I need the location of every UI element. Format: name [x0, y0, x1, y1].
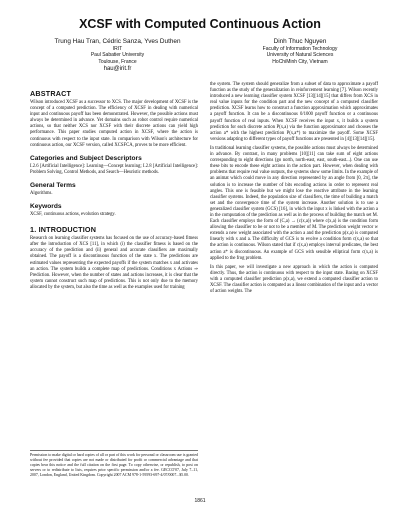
- body-paragraph: the system. The system should generalize from a subset of data to approximate a payoff function as the study of the generalization in reinforcement learning [7]. Wilson recently introduced a new learning classifier system XCSF [13][14][15] that differs from XCS in real value inputs for the condition part and the new concept of a computed classifier prediction. XCSF learns how to construct a function approximation which approximates a payoff function. It can be a discontinuous 0/1000 payoff function or a continuous payoff function of real inputs. When XCSF receives the input x, it builds a system prediction for each discrete action P(x,a) via the function approximator and chooses the action a* with the highest prediction P(x,a*) to maximize the payoff. Some XCSF versions adapting to different types of payoff functions are presented in [4][13][14][15].: [210, 82, 378, 142]
- introduction-text: Research on learning classifier systems has focused on the use of accuracy-based fitness after the introduction of XCS [11], in which (i) the classifier fitness is based on the accuracy of the prediction and (ii) general and accurate classifiers are maximally obtained. The payoff is a discontinuous function of the state x. The predictions are estimated values representing the expected payoffs if the system matches x and activates an action. The system builds a complete map of predictions. Conditions x Actions ⇒ Prediction. However, when the number of states and actions increases, it is clear that the system cannot construct such map of predictions. This is not only due to the memory allocated by the system, but also the time as well as the examples used for training: [30, 236, 198, 290]
- categories-text: I.2.6 [Artificial Intelligence]: Learning—Concept learning; I.2.8 [Artificial Intelligence]: Problem Solving, Control Methods, and Search—Heuristic methods.: [30, 163, 198, 175]
- copyright-footnote: [30, 450, 198, 478]
- page-number: 1861: [194, 498, 206, 504]
- author-block-left: [30, 38, 205, 72]
- author-names: Trung Hau Tran, Cédric Sanza, Yves Duthen: [54, 38, 181, 45]
- abstract-heading: ABSTRACT: [30, 89, 72, 98]
- location-line: HoChiMinh City, Vietnam: [272, 58, 328, 65]
- affiliation-line: University of Natural Sciences: [266, 52, 334, 59]
- categories-heading: Categories and Subject Descriptors: [30, 154, 142, 162]
- introduction-heading: 1. INTRODUCTION: [30, 225, 97, 235]
- abstract-text: Wilson introduced XCSF as a successor to XCS. The major development of XCSF is the concept of a computed prediction. The efficiency of XCSF in dealing with numerical input and continuous payoff has been demonstrated. However, the possible actions must always be determined in advance. Yet domains such as robot control require numerical actions, so that neither XCS nor XCSF with their discrete actions can yield high performance. This paper studies computed action in XCSF, where the action is continuous with respect to the input state. In comparison with Wilson's architecture for continuous action, our XCSF version, called XCSFCA, proves to be more efficient.: [30, 100, 198, 148]
- author-names: Dinh Thuc Nguyen: [273, 38, 327, 45]
- left-column: [30, 82, 198, 294]
- keywords-heading: Keywords: [30, 203, 62, 211]
- body-paragraph: In this paper, we will investigate a new approach in which the action is computed directly. Thus, the action is continuous with respect to the input state. Basing on XCSF with a computed classifier prediction p(x,a), we extend a computed classifier action to XCSF. The classifier action is computed as a linear combination of the input and a vector of action weights. The: [210, 264, 378, 295]
- author-block-right: [215, 38, 385, 65]
- paper-title: XCSF with Computed Continuous Action: [79, 17, 321, 31]
- footnote-text: Permission to make digital or hard copies of all or part of this work for personal or classroom use is granted without fee provided that copies are not made or distributed for profit or commercial advantage and that copies bear this notice and the full citation on the first page. To copy otherwise, or republish, to post on servers or to redistribute to lists, requires prior specific permission and/or a fee. GECCO'07, July 7–11, 2007, London, England, United Kingdom. Copyright 2007 ACM 978-1-59593-697-4/07/0007...$5.00.: [30, 453, 198, 477]
- body-paragraph: In traditional learning classifier systems, the possible actions must always be determined in advance. By contrast, in many problems [10][11] can take sum of eight actions corresponding to eight directions (go north, north-east, east, south-east...). One can use these bits to encode these eight actions in the action part. However, when dealing with problems that require real value outputs, the systems show some limits. In the example of an animat which could move in any direction represented by an angle from [0, 2π], the solution is to increase the number of bits encoding actions in order to represent real angles. This one is feasible but we might lose the reactive attribute in the learning classifier systems. Indeed, the population size of classifiers, the time of building a match set and the convergence time of the system increase. Another solution is to use a generalized classifier system (GCS) [16], in which the input x is linked with the action a in the computation of the prediction as well as in the process of building the match set M. Each classifier employs the form of (C,a) → (c(x,a)) where c(x,a) is the condition form allowing the classifier to be or not to be a member of M. The prediction weight vector w extends a new weight associated with the action a and the prediction p(x,a) is computed linearly with x and a. The difficulty of GCS is to evolve a condition form c(x,a) so that the action is continuous. Wilson stated that if c(x,a) employs interval predicates, the best action a* is discontinuous. An example of GCS with sensible elliptical form c(x,a) is applied to the frog problem.: [210, 145, 378, 261]
- location-line: Toulouse, France: [98, 58, 137, 65]
- right-column: [210, 82, 378, 298]
- author-email: hau@irit.fr: [103, 66, 132, 73]
- general-terms-text: Algorithms.: [30, 190, 53, 196]
- affiliation-line: Paul Sabatier University: [90, 52, 145, 59]
- keywords-text: XCSF, continuous actions, evolution strategy.: [30, 212, 116, 218]
- affiliation-line: IRIT: [112, 46, 123, 52]
- affiliation-line: Faculty of Information Technology: [262, 46, 338, 52]
- general-terms-heading: General Terms: [30, 181, 76, 189]
